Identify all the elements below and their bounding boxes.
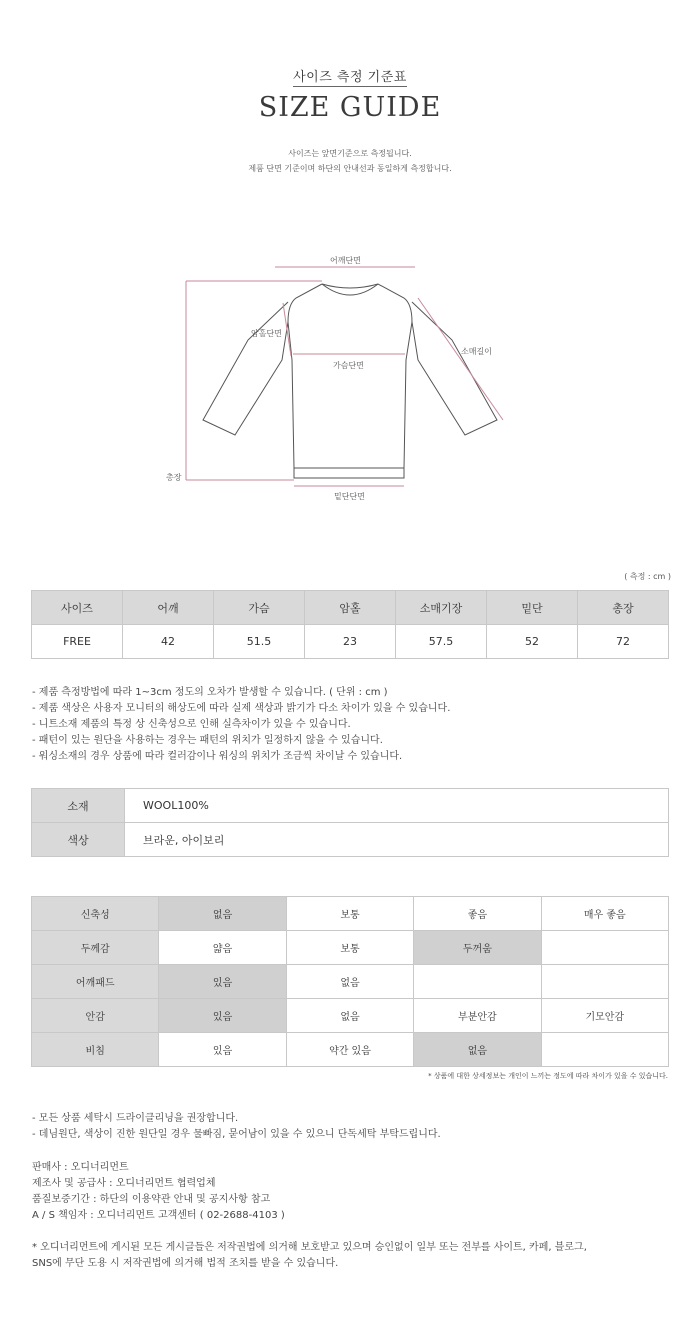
feature-row-stretch bbox=[32, 897, 669, 931]
copyright-notice bbox=[32, 1240, 587, 1272]
manufacturer-line: 제조사 및 공급사 : 오디너리먼트 협력업체 bbox=[32, 1178, 216, 1189]
seller-line: 판매사 : 오디너리먼트 bbox=[32, 1162, 129, 1173]
size-header-cell: 가슴 bbox=[214, 591, 305, 625]
feature-option-selected: 없음 bbox=[159, 897, 286, 931]
sleeve-label: 소매길이 bbox=[461, 347, 492, 356]
note-line: - 니트소재 제품의 특정 상 신축성으로 인해 실측차이가 있을 수 있습니다. bbox=[32, 719, 351, 730]
size-cell: 52 bbox=[487, 625, 578, 659]
material-label: 소재 bbox=[32, 789, 125, 823]
feature-option-empty bbox=[414, 965, 541, 999]
feature-row-lining bbox=[32, 999, 669, 1033]
note-line: - 패턴이 있는 원단을 사용하는 경우는 패턴의 위치가 일정하지 않을 수 있습니다. bbox=[32, 735, 383, 746]
size-desc-line-1: 사이즈는 앞면기준으로 측정됩니다. bbox=[288, 149, 412, 158]
feature-option: 좋음 bbox=[414, 897, 541, 931]
size-header-cell: 어깨 bbox=[123, 591, 214, 625]
color-label: 색상 bbox=[32, 823, 125, 857]
page-subtitle-kr: 사이즈 측정 기준표 bbox=[293, 70, 407, 85]
feature-option-selected: 두꺼움 bbox=[414, 931, 541, 965]
copyright-line: * 오디너리먼트에 게시된 모든 게시글들은 저작권법에 의거해 보호받고 있으며 승인없이 일부 또는 전부를 사이트, 카페, 블로그, bbox=[32, 1242, 587, 1253]
feature-option-selected: 있음 bbox=[159, 999, 286, 1033]
as-contact-line: A / S 책임자 : 오디너리먼트 고객센터 ( 02-2688-4103 ) bbox=[32, 1210, 285, 1221]
company-info bbox=[32, 1160, 285, 1224]
feature-option-empty bbox=[541, 965, 668, 999]
warranty-line: 품질보증기간 : 하단의 이용약관 안내 및 공지사항 참고 bbox=[32, 1194, 271, 1205]
size-cell: 72 bbox=[578, 625, 669, 659]
feature-option: 부분안감 bbox=[414, 999, 541, 1033]
feature-note: * 상품에 대한 상세정보는 개인이 느끼는 정도에 따라 차이가 있을 수 있습니다. bbox=[428, 1072, 668, 1080]
hem-label: 밑단단면 bbox=[334, 492, 365, 501]
sweater-outline bbox=[203, 284, 497, 478]
feature-option: 기모안감 bbox=[541, 999, 668, 1033]
size-table-header-row bbox=[32, 591, 669, 625]
note-line: - 워싱소재의 경우 상품에 따라 컬러감이나 워싱의 위치가 조금씩 차이날 수 있습니다. bbox=[32, 751, 403, 762]
care-line: - 데님원단, 색상이 진한 원단일 경우 물빠짐, 묻어남이 있을 수 있으니 단독세탁 부탁드립니다. bbox=[32, 1129, 441, 1140]
feature-row-shoulder-pad bbox=[32, 965, 669, 999]
feature-label: 두께감 bbox=[32, 931, 159, 965]
feature-label: 안감 bbox=[32, 999, 159, 1033]
color-value: 브라운, 아이보리 bbox=[125, 823, 669, 857]
feature-option: 없음 bbox=[286, 965, 413, 999]
unit-note: ( 측정 : cm ) bbox=[624, 572, 671, 581]
size-cell: 57.5 bbox=[396, 625, 487, 659]
care-line: - 모든 상품 세탁시 드라이클리닝을 권장합니다. bbox=[32, 1113, 239, 1124]
feature-option: 보통 bbox=[286, 897, 413, 931]
feature-option-selected: 없음 bbox=[414, 1033, 541, 1067]
size-table bbox=[31, 590, 669, 659]
feature-label: 비침 bbox=[32, 1033, 159, 1067]
size-cell: 23 bbox=[305, 625, 396, 659]
care-notes bbox=[32, 1111, 441, 1143]
feature-option: 없음 bbox=[286, 999, 413, 1033]
size-cell: 42 bbox=[123, 625, 214, 659]
size-cell: 51.5 bbox=[214, 625, 305, 659]
material-value: WOOL100% bbox=[125, 789, 669, 823]
sleeve-measure-line bbox=[418, 298, 503, 420]
feature-option: 있음 bbox=[159, 1033, 286, 1067]
size-header-cell: 암홀 bbox=[305, 591, 396, 625]
size-header-cell: 총장 bbox=[578, 591, 669, 625]
note-line: - 제품 측정방법에 따라 1~3cm 정도의 오차가 발생할 수 있습니다. ( 단위 : cm ) bbox=[32, 687, 388, 698]
feature-row-sheerness bbox=[32, 1033, 669, 1067]
garment-diagram bbox=[0, 240, 700, 520]
feature-option-empty bbox=[541, 1033, 668, 1067]
size-table-row bbox=[32, 625, 669, 659]
size-header-cell: 밑단 bbox=[487, 591, 578, 625]
feature-label: 신축성 bbox=[32, 897, 159, 931]
note-line: - 제품 색상은 사용자 모니터의 해상도에 따라 실제 색상과 밝기가 다소 차이가 있을 수 있습니다. bbox=[32, 703, 451, 714]
feature-option-selected: 있음 bbox=[159, 965, 286, 999]
feature-label: 어깨패드 bbox=[32, 965, 159, 999]
measure-lines bbox=[186, 267, 503, 486]
measurement-notes bbox=[32, 685, 450, 765]
feature-option: 보통 bbox=[286, 931, 413, 965]
feature-option: 얇음 bbox=[159, 931, 286, 965]
feature-table bbox=[31, 896, 669, 1067]
chest-label: 가슴단면 bbox=[333, 361, 364, 370]
shoulder-label: 어깨단면 bbox=[330, 256, 361, 265]
feature-option: 매우 좋음 bbox=[541, 897, 668, 931]
length-label: 총장 bbox=[166, 473, 182, 482]
copyright-line: SNS에 무단 도용 시 저작권법에 의거해 법적 조치를 받을 수 있습니다. bbox=[32, 1258, 339, 1269]
feature-row-thickness bbox=[32, 931, 669, 965]
feature-option: 약간 있음 bbox=[286, 1033, 413, 1067]
size-cell: FREE bbox=[32, 625, 123, 659]
size-desc-line-2: 제품 단면 기준이며 하단의 안내선과 동일하게 측정합니다. bbox=[248, 164, 452, 173]
armhole-label: 암홀단면 bbox=[251, 329, 282, 338]
feature-option-empty bbox=[541, 931, 668, 965]
material-row bbox=[32, 789, 669, 823]
page-title: SIZE GUIDE bbox=[258, 92, 442, 123]
material-table bbox=[31, 788, 669, 857]
size-header-cell: 소매기장 bbox=[396, 591, 487, 625]
color-row bbox=[32, 823, 669, 857]
size-header-cell: 사이즈 bbox=[32, 591, 123, 625]
